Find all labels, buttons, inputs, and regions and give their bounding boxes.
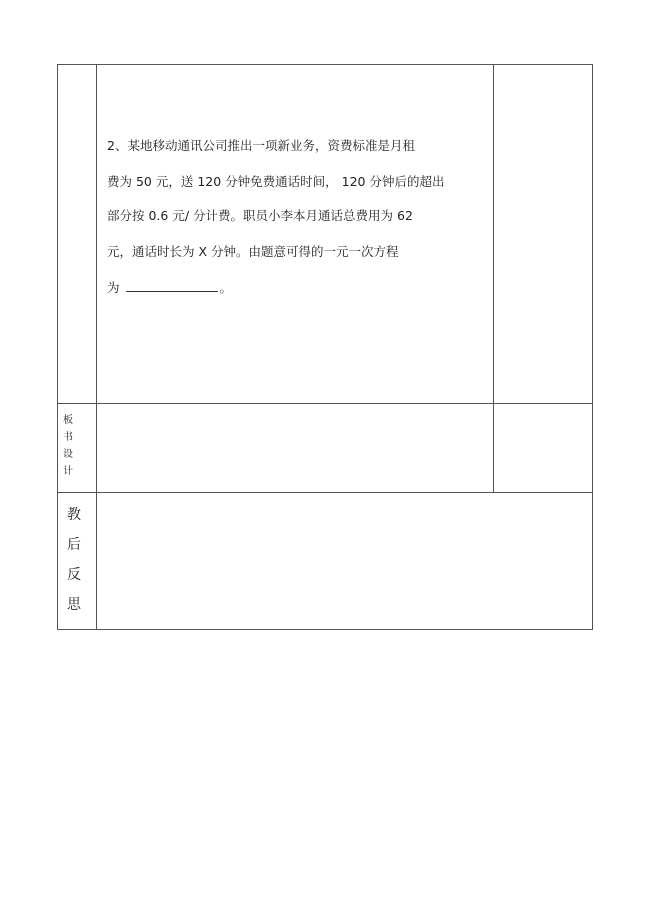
board-design-label — [60, 412, 76, 480]
reflection-char: 后 — [67, 537, 81, 553]
reflection-char: 反 — [67, 567, 81, 583]
answer-suffix: 。 — [219, 280, 233, 295]
reflection-char: 思 — [67, 597, 81, 613]
row-divider-1 — [57, 403, 593, 404]
problem-line-2: 费为 50 元，送 120 分钟免费通话时间， 120 分钟后的超出 — [107, 174, 445, 189]
answer-prefix: 为 — [107, 280, 120, 295]
table-left-border — [57, 64, 58, 630]
label-column-divider-bottom — [96, 492, 97, 630]
board-design-char: 计 — [63, 466, 73, 477]
table-right-border — [592, 64, 593, 630]
label-column-divider-top — [96, 64, 97, 493]
table-top-border — [57, 64, 593, 65]
problem-line-4: 元，通话时长为 X 分钟。由题意可得的一元一次方程 — [107, 244, 399, 259]
answer-blank[interactable] — [126, 279, 218, 292]
table-bottom-border — [57, 629, 593, 630]
reflection-label — [64, 500, 84, 620]
row-divider-2 — [57, 492, 593, 493]
right-column-divider — [493, 64, 494, 493]
reflection-char: 教 — [67, 507, 81, 523]
problem-line-3: 部分按 0.6 元/ 分计费。职员小李本月通话总费用为 62 — [107, 208, 413, 223]
board-design-char: 书 — [63, 432, 73, 443]
board-design-char: 板 — [63, 415, 73, 426]
board-design-char: 设 — [63, 449, 73, 460]
answer-line — [107, 270, 492, 306]
problem-text — [107, 128, 492, 306]
problem-line-1: 2、某地移动通讯公司推出一项新业务，资费标准是月租 — [107, 138, 415, 153]
